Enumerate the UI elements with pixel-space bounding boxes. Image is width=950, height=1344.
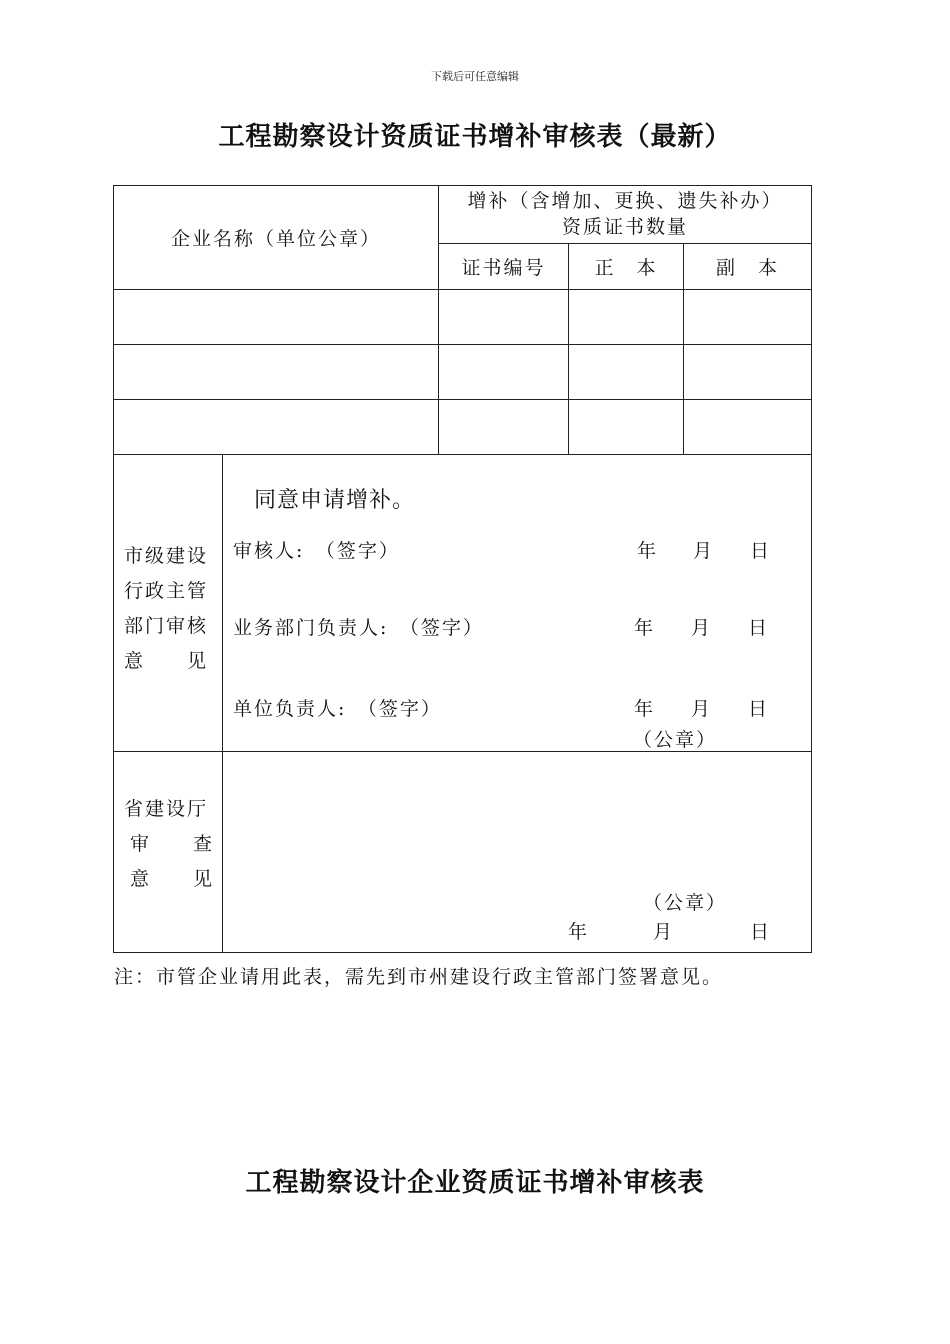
header-note: 下载后可任意编辑 — [431, 70, 519, 83]
company-name-header: 企业名称（单位公章） — [114, 186, 439, 290]
reviewer-signature-label: 审核人: （签字） — [233, 540, 400, 562]
cert-no-cell-1[interactable] — [439, 290, 569, 345]
province-label-line-1: 省建设厅 — [124, 798, 209, 820]
dept-head-date-year: 年 — [634, 617, 656, 639]
copy-header: 副 本 — [684, 244, 812, 290]
province-date-month: 月 — [653, 921, 675, 943]
original-count-cell-1[interactable] — [569, 290, 684, 345]
city-review-label — [114, 455, 223, 752]
unit-head-signature-label: 单位负责人: （签字） — [233, 698, 442, 720]
second-page-title: 工程勘察设计企业资质证书增补审核表 — [245, 1168, 705, 1198]
city-label-line-3: 部门审核 — [124, 615, 209, 637]
province-review-content[interactable] — [223, 752, 812, 953]
reviewer-date-day: 日 — [750, 540, 772, 562]
dept-head-signature-label: 业务部门负责人: （签字） — [233, 617, 484, 639]
unit-head-date-year: 年 — [634, 698, 656, 720]
dept-head-date-day: 日 — [748, 617, 770, 639]
copy-count-cell-1[interactable] — [684, 290, 812, 345]
reviewer-date-month: 月 — [693, 540, 715, 562]
agree-text: 同意申请增补。 — [254, 488, 416, 513]
city-label-line-1: 市级建设 — [124, 545, 209, 567]
supplement-header-line1: 增补（含增加、更换、遗失补办） — [467, 190, 783, 212]
city-label-line-4: 意 见 — [124, 650, 209, 672]
footnote: 注：市管企业请用此表，需先到市州建设行政主管部门签署意见。 — [114, 966, 724, 988]
page-title: 工程勘察设计资质证书增补审核表（最新） — [218, 122, 732, 152]
company-name-cell-2[interactable] — [114, 345, 439, 400]
review-form-table — [113, 185, 812, 953]
province-date-day: 日 — [750, 921, 772, 943]
company-name-cell-3[interactable] — [114, 400, 439, 455]
city-seal-label: （公章） — [633, 729, 718, 751]
cert-no-header: 证书编号 — [439, 244, 569, 290]
province-label-line-2: 审 查 — [130, 833, 215, 855]
province-review-label — [114, 752, 223, 953]
city-label-line-2: 行政主管 — [124, 580, 209, 602]
city-review-content[interactable] — [223, 455, 812, 752]
original-header: 正 本 — [569, 244, 684, 290]
dept-head-date-month: 月 — [691, 617, 713, 639]
copy-count-cell-3[interactable] — [684, 400, 812, 455]
cert-no-cell-2[interactable] — [439, 345, 569, 400]
unit-head-date-month: 月 — [691, 698, 713, 720]
copy-count-cell-2[interactable] — [684, 345, 812, 400]
supplement-header — [439, 186, 812, 244]
province-seal-label: （公章） — [643, 892, 728, 914]
supplement-header-line2: 资质证书数量 — [561, 216, 688, 238]
reviewer-date-year: 年 — [637, 540, 659, 562]
unit-head-date-day: 日 — [748, 698, 770, 720]
cert-no-cell-3[interactable] — [439, 400, 569, 455]
province-date-year: 年 — [568, 921, 590, 943]
original-count-cell-2[interactable] — [569, 345, 684, 400]
province-label-line-3: 意 见 — [130, 868, 215, 890]
original-count-cell-3[interactable] — [569, 400, 684, 455]
company-name-cell-1[interactable] — [114, 290, 439, 345]
